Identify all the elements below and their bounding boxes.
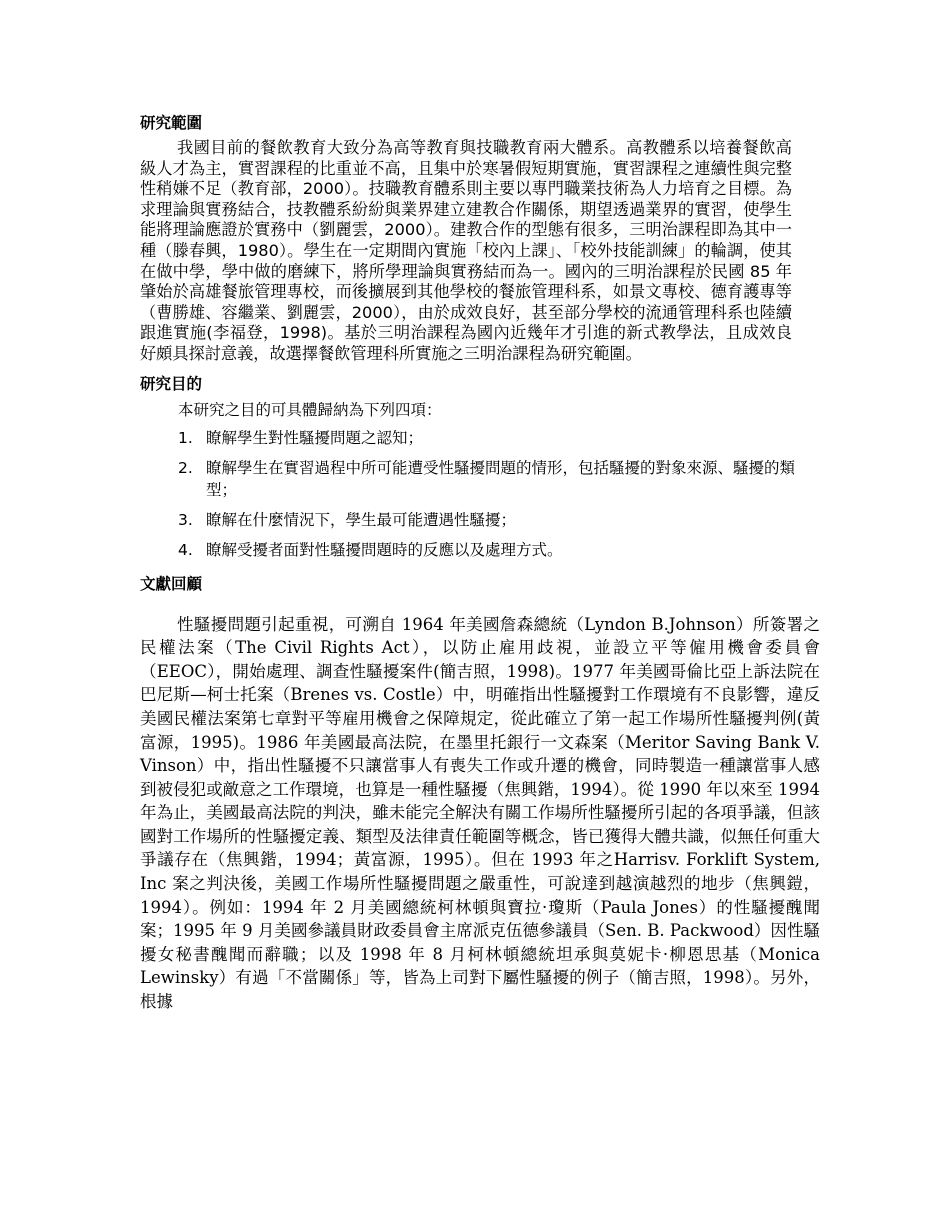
- review-heading: 文獻回顧: [140, 574, 203, 593]
- list-text: 瞭解學生對性騷擾問題之認知；: [206, 428, 424, 447]
- purpose-heading: 研究目的: [140, 374, 203, 393]
- purpose-list: [140, 427, 820, 561]
- list-text: 瞭解學生在實習過程中所可能遭受性騷擾問題的情形，包括騷擾的對象來源、騷擾的類型；: [206, 458, 796, 499]
- purpose-section: [140, 373, 820, 561]
- list-item: [140, 457, 796, 501]
- document-page: [140, 112, 820, 1014]
- scope-section: [140, 112, 820, 365]
- list-number: 4.: [178, 540, 193, 559]
- list-number: 1.: [178, 428, 193, 447]
- scope-heading: 研究範圍: [140, 114, 203, 132]
- purpose-intro: 本研究之目的可具體歸納為下列四項：: [178, 400, 442, 419]
- list-text: 瞭解受擾者面對性騷擾問題時的反應以及處理方式。: [206, 540, 563, 559]
- list-item: [140, 539, 796, 561]
- list-item: [140, 427, 796, 449]
- list-number: 3.: [178, 510, 193, 529]
- review-paragraph: 性騷擾問題引起重視，可溯自 1964 年美國詹森總統（Lyndon B.Johnson）所簽署之民權法案（The Civil Rights Act），以防止雇用歧視，並設立平等僱用機會委員會（EEOC），開始處理、調查性騷擾案件(簡吉照，1998)。1977 年美國哥倫比亞上訴法院在巴尼斯—柯士托案（Brenes vs. Costle）中，明確指出性騷擾對工作環境有不良影響，違反美國民權法案第七章對平等雇用機會之保障規定，從此確立了第一起工作場所性騷擾判例(黃富源，1995)。1986 年美國最高法院，在墨里托銀行一文森案（Meritor Saving Bank V. Vinson）中，指出性騷擾不只讓當事人有喪失工作或升遷的機會，同時製造一種讓當事人感到被侵犯或敵意之工作環境，也算是一種性騷擾（焦興鍇，1994）。從 1990 年以來至 1994 年為止，美國最高法院的判決，雖未能完全解決有關工作場所性騷擾所引起的各項爭議，但該國對工作場所的性騷擾定義、類型及法律責任範圍等概念，皆已獲得大體共識，似無任何重大爭議存在（焦興鍇，1994；黃富源，1995）。但在 1993 年之Harrisv. Forklift System, Inc 案之判決後，美國工作場所性騷擾問題之嚴重性，可說達到越演越烈的地步（焦興鎧，1994）。例如：1994 年 2 月美國總統柯林頓與寶拉·瓊斯（Paula Jones）的性騷擾醜聞案；1995 年 9 月美國參議員財政委員會主席派克伍德參議員（Sen. B. Packwood）因性騷擾女秘書醜聞而辭職；以及 1998 年 8 月柯林頓總統坦承與莫妮卡·柳恩思基（Monica Lewinsky）有過「不當關係」等，皆為上司對下屬性騷擾的例子（簡吉照，1998）。另外，根據: [140, 614, 820, 1012]
- list-number: 2.: [178, 458, 193, 477]
- review-section: [140, 573, 820, 1014]
- list-text: 瞭解在什麼情況下，學生最可能遭遇性騷擾；: [206, 510, 517, 529]
- list-item: [140, 509, 796, 531]
- scope-paragraph: 我國目前的餐飲教育大致分為高等教育與技職教育兩大體系。高教體系以培養餐飲高級人才為主，實習課程的比重並不高，且集中於寒暑假短期實施，實習課程之連續性與完整性稍嫌不足（教育部，2000）。技職教育體系則主要以專門職業技術為人力培育之目標。為求理論與實務結合，技教體系紛紛與業界建立建教合作關係，期望透過業界的實習，使學生能將理論應證於實務中（劉麗雲，2000）。建教合作的型態有很多，三明治課程即為其中一種（滕春興，1980）。學生在一定期間內實施「校內上課」、「校外技能訓練」的輪調，使其在做中學，學中做的磨練下，將所學理論與實務結而為一。國內的三明治課程於民國 85 年肇始於高雄餐旅管理專校，而後擴展到其他學校的餐旅管理科系，如景文專校、德育護專等（曹勝雄、容繼業、劉麗雲，2000），由於成效良好，甚至部分學校的流通管理科系也陸續跟進實施(李福登，1998)。基於三明治課程為國內近幾年才引進的新式教學法，且成效良好頗具探討意義，故選擇餐飲管理科所實施之三明治課程為研究範圍。: [140, 138, 792, 363]
